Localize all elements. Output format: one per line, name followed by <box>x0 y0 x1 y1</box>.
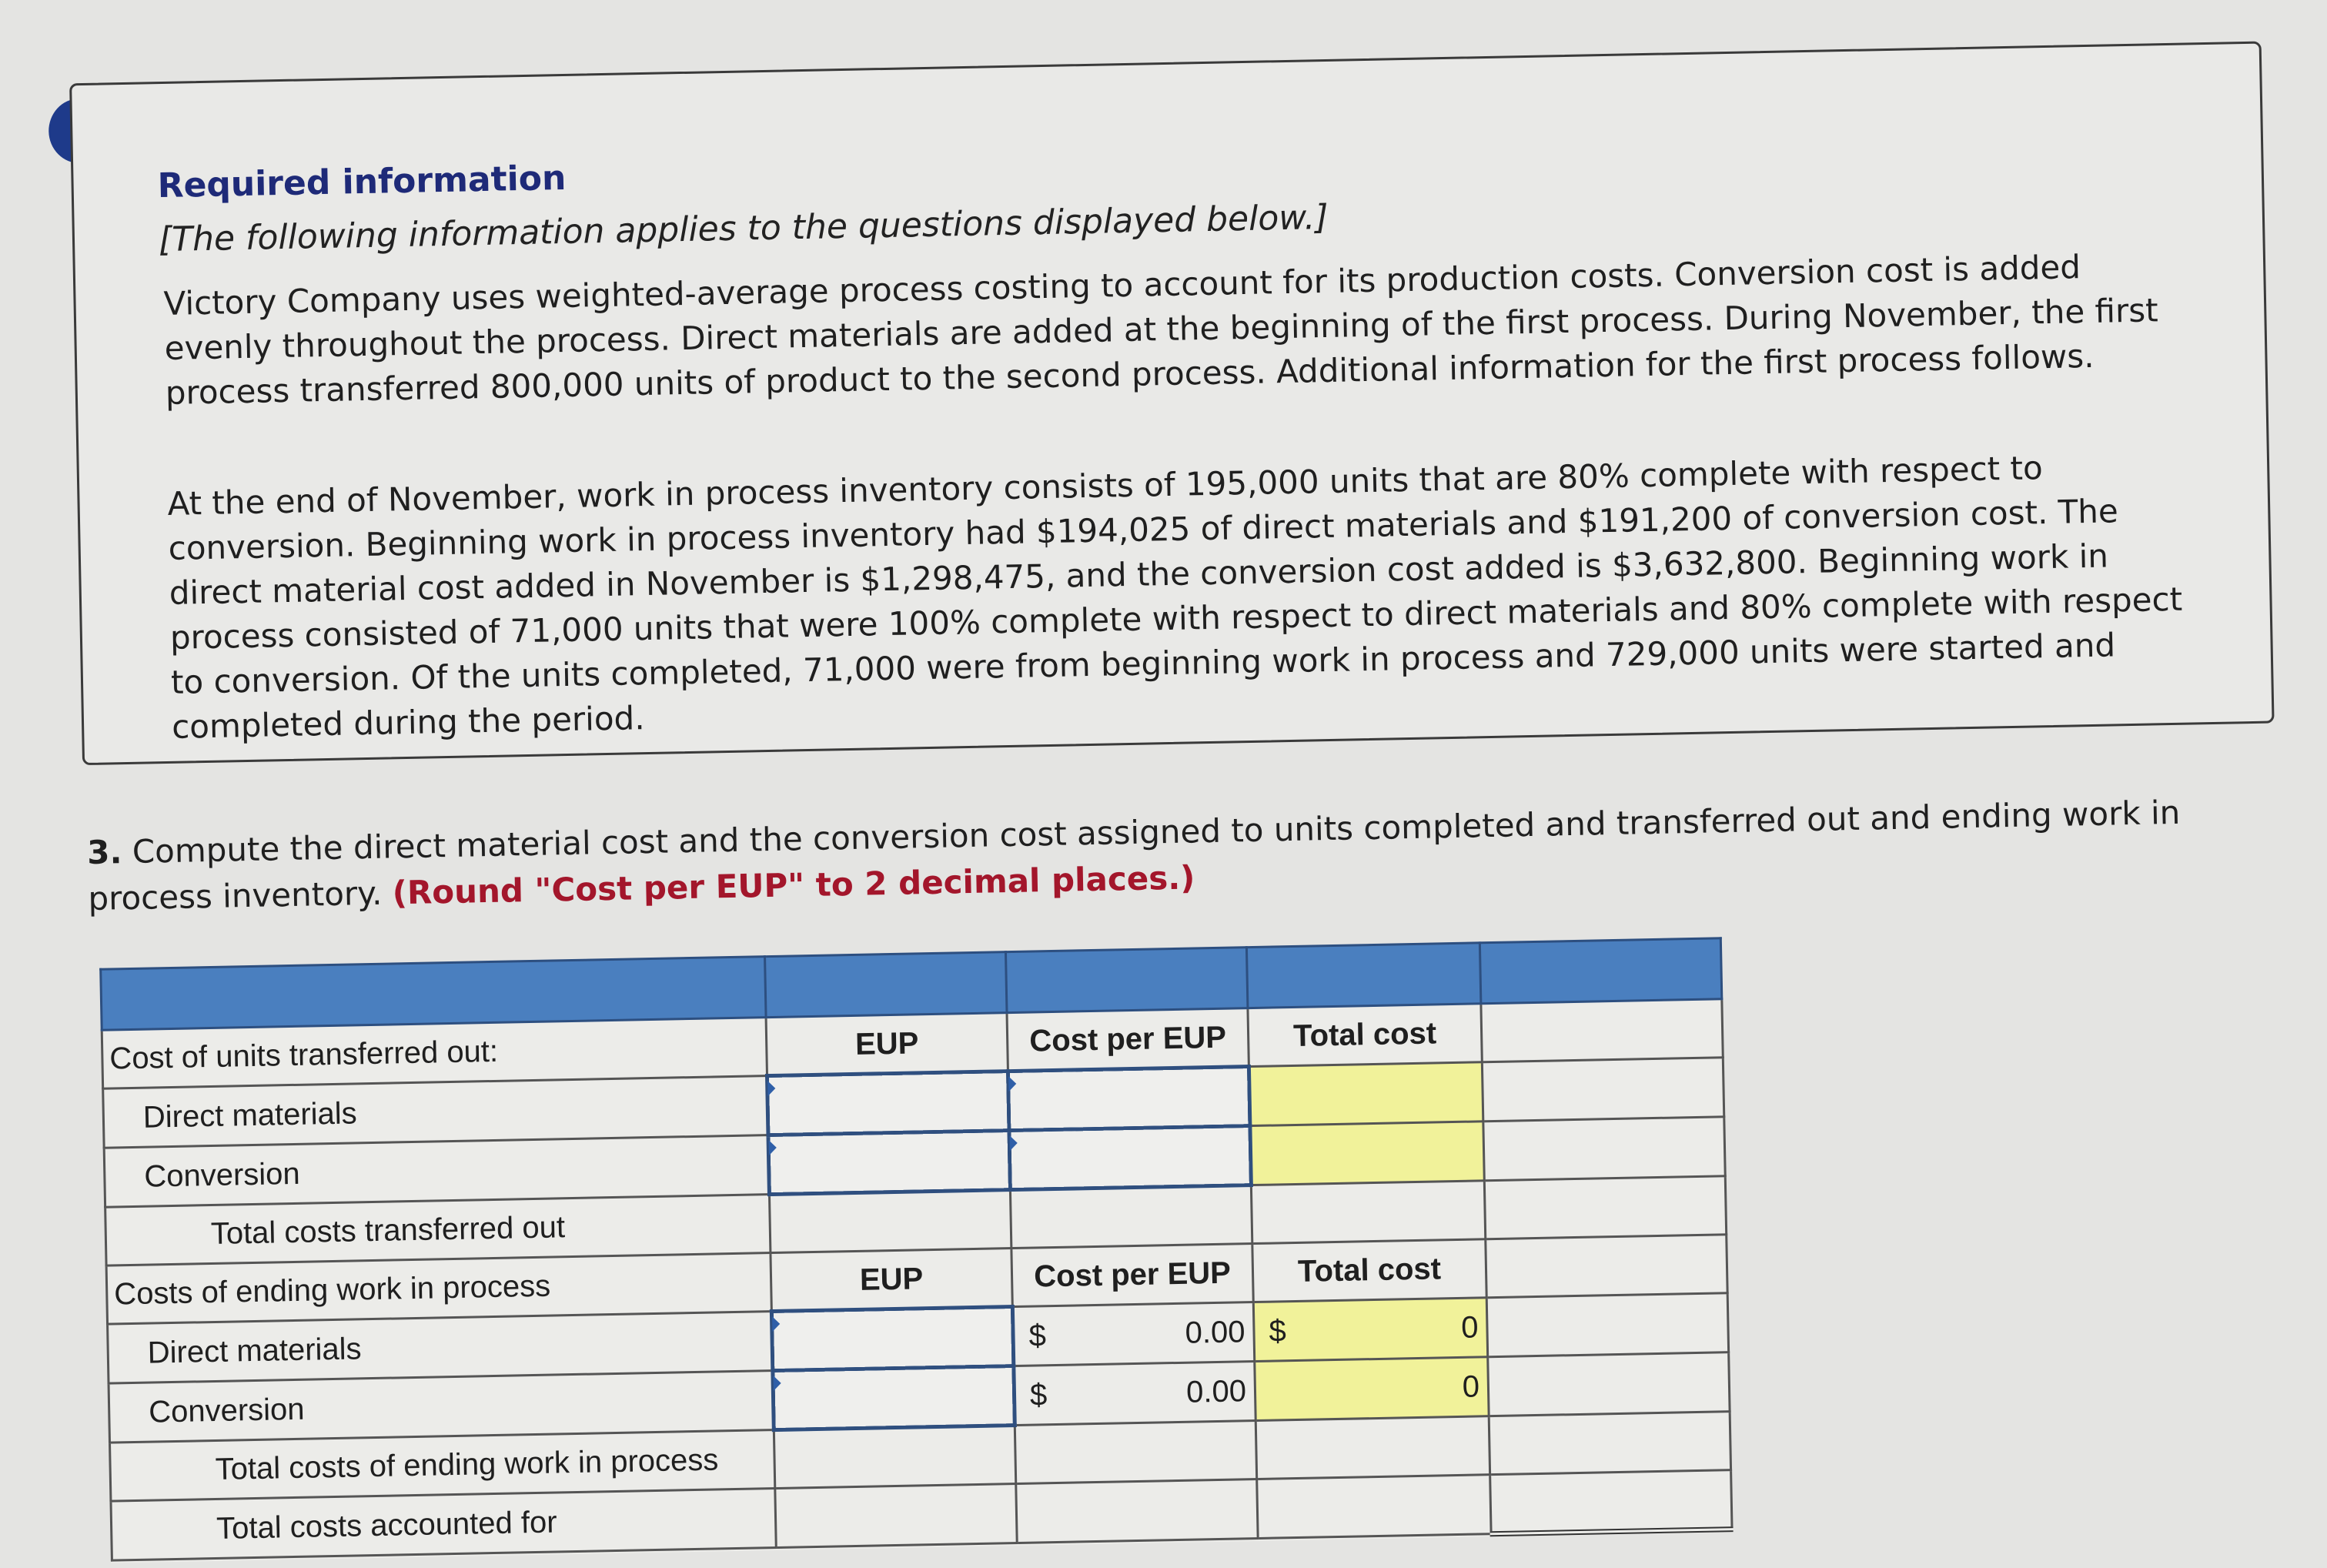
section-label-transferred: Cost of units transferred out: <box>102 1018 767 1089</box>
transferred-dm-eup-field[interactable] <box>769 1073 1007 1133</box>
ending-conv-cost-per-eup <box>1014 1362 1255 1426</box>
row-label: Total costs accounted for <box>111 1489 776 1561</box>
transferred-dm-cost-per-eup-field[interactable] <box>1010 1068 1248 1128</box>
row-label: Direct materials <box>108 1312 773 1384</box>
row-label: Conversion <box>109 1371 774 1443</box>
transferred-conv-cost-per-eup-input[interactable] <box>1009 1126 1251 1190</box>
row-label: Total costs transferred out <box>105 1195 771 1266</box>
transferred-conv-total-cost <box>1250 1122 1484 1185</box>
column-header-total-cost: Total cost <box>1248 1004 1482 1067</box>
column-header-total-cost: Total cost <box>1252 1239 1486 1302</box>
transferred-dm-eup-input[interactable] <box>767 1072 1009 1135</box>
transferred-conv-eup-field[interactable] <box>771 1132 1008 1192</box>
total-cost-value: 0 <box>1460 1309 1479 1345</box>
row-label: Total costs of ending work in process <box>110 1430 775 1502</box>
total-accounted-cell <box>1490 1470 1732 1534</box>
ending-dm-eup-input[interactable] <box>771 1307 1013 1371</box>
transferred-conv-cost-per-eup-field[interactable] <box>1011 1128 1249 1188</box>
currency-symbol: $ <box>1269 1313 1287 1349</box>
column-header-cost-per-eup: Cost per EUP <box>1011 1244 1253 1307</box>
total-cost-value: 0 <box>1462 1369 1480 1404</box>
section-label-ending: Costs of ending work in process <box>106 1253 771 1325</box>
question-number: 3. <box>86 833 122 872</box>
cost-per-eup-value: 0.00 <box>1185 1314 1245 1350</box>
ending-conv-eup-field[interactable] <box>774 1368 1012 1428</box>
currency-symbol: $ <box>1029 1377 1048 1413</box>
ending-dm-eup-field[interactable] <box>774 1309 1011 1369</box>
info-title: Required information <box>157 158 567 206</box>
transferred-conv-eup-input[interactable] <box>768 1131 1010 1195</box>
column-header-eup: EUP <box>766 1013 1008 1076</box>
question-text: Compute the direct material cost and the conversion cost assigned to units completed and transferred out and ending work in process inventory. <box>87 793 2181 918</box>
ending-dm-cost-per-eup <box>1012 1302 1254 1366</box>
transferred-dm-cost-per-eup-input[interactable] <box>1008 1067 1249 1131</box>
row-label: Conversion <box>104 1135 769 1208</box>
ending-dm-total-cost <box>1253 1298 1487 1362</box>
info-paragraph-2: At the end of November, work in process inventory consists of 195,000 units that are 80% complete with respect to conversion. Beginning work in process inventory had $194,025 of direct materials and $191,200 of conversion cost. The direct material cost added in November is $1,298,475, and the conversion cost added is $3,632,800. Beginning work in process consisted of 71,000 units that were 100% complete with respect to direct materials and 80% complete with respect to conversion. Of the units completed, 71,000 were from beginning work in process and 729,000 units were started and completed during the period. <box>167 449 2183 746</box>
transferred-dm-total-cost <box>1249 1062 1483 1126</box>
info-subtitle: [The following information applies to the questions displayed below.] <box>158 197 1329 260</box>
info-paragraph-1: Victory Company uses weighted-average process costing to account for its production costs. Conversion cost is added evenly throughout the process. Direct materials are added at the beginning of the first process. During November, the first process transferred 800,000 units of product to the second process. Additional information for the first process follows. <box>163 248 2158 412</box>
currency-symbol: $ <box>1028 1318 1047 1353</box>
column-header-cost-per-eup: Cost per EUP <box>1007 1008 1249 1072</box>
rounding-hint: (Round "Cost per EUP" to 2 decimal places.) <box>392 858 1195 912</box>
cost-per-eup-value: 0.00 <box>1185 1373 1247 1409</box>
cost-assignment-table <box>99 937 1733 1563</box>
question-prompt <box>87 788 2244 922</box>
row-label: Direct materials <box>103 1076 768 1148</box>
ending-conv-total-cost <box>1255 1357 1489 1421</box>
currency-symbol <box>1270 1373 1271 1408</box>
column-header-eup: EUP <box>771 1249 1012 1312</box>
ending-conv-eup-input[interactable] <box>773 1366 1015 1430</box>
